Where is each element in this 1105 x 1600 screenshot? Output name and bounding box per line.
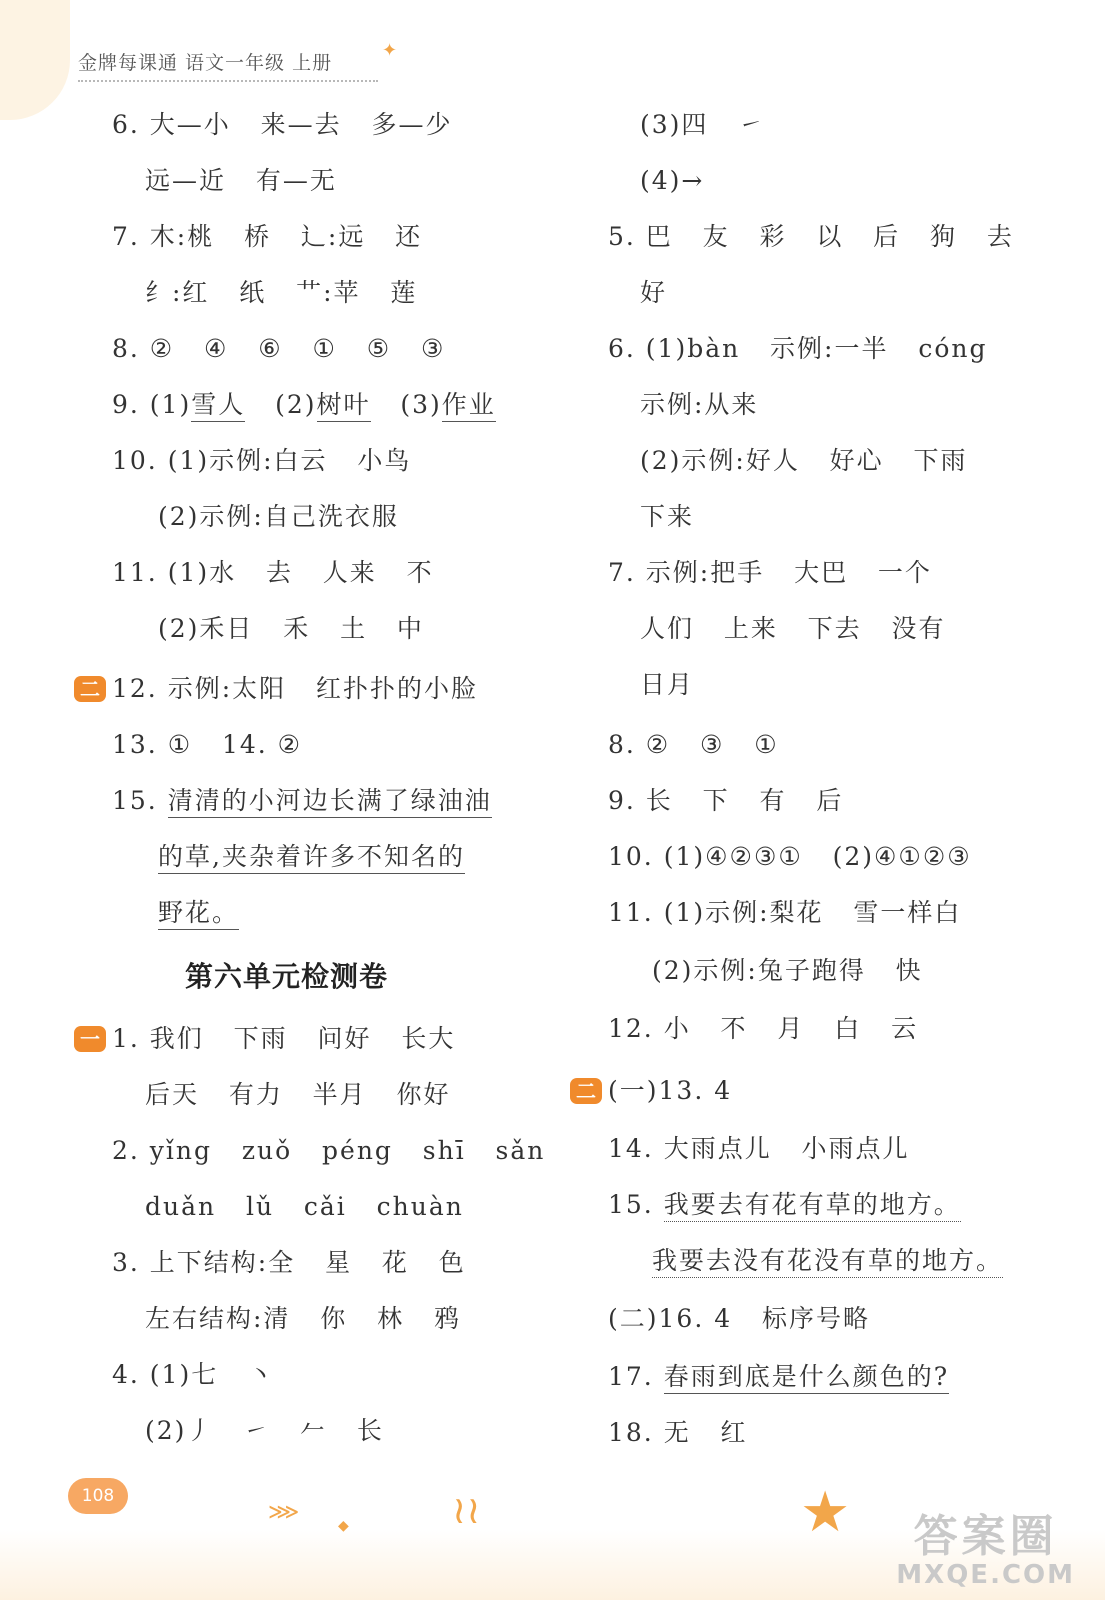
answer-u6-q7: 7. 示例:把手 大巴 一个 — [608, 558, 932, 587]
section-badge-two: 二 — [74, 676, 106, 702]
answer-u6-q13: (一)13. 4 — [608, 1076, 733, 1105]
header-divider — [78, 80, 378, 82]
answer-u6-q10: 10. (1)④②③① (2)④①②③ — [608, 842, 972, 871]
q9-answer-3: 作业 — [442, 390, 496, 422]
small-fish-icon: ◆ — [338, 1518, 349, 1534]
answer-u6-q2-cont: duǎn lǔ cǎi chuàn — [145, 1192, 464, 1221]
answer-u6-q4-part2: (2)丿 ㇀ 𠂉 长 — [145, 1416, 384, 1445]
answer-u6-q6-part2: (2)示例:好人 好心 下雨 — [640, 446, 968, 475]
q15r-number: 15. — [608, 1190, 664, 1219]
answer-u6-q11-part2: (2)示例:兔子跑得 快 — [652, 956, 923, 985]
answer-q7-cont: 纟:红 纸 艹:苹 莲 — [145, 278, 418, 307]
answer-u6-q8: 8. ② ③ ① — [608, 730, 779, 759]
answer-q8: 8. ② ④ ⑥ ① ⑤ ③ — [112, 334, 446, 363]
answer-q10-part2: (2)示例:自己洗衣服 — [158, 502, 399, 531]
q9-sep-1: (2) — [245, 390, 317, 419]
answer-u6-q1-cont: 后天 有力 半月 你好 — [145, 1080, 451, 1109]
answer-q9 — [112, 390, 496, 420]
answer-u6-q11: 11. (1)示例:梨花 雪一样白 — [608, 898, 962, 927]
answer-u6-q5: 5. 巴 友 彩 以 后 狗 去 — [608, 222, 1014, 251]
answer-u6-q6-cont: 示例:从来 — [640, 390, 759, 419]
answer-u6-q3-cont: 左右结构:清 你 林 鸦 — [145, 1304, 461, 1333]
answer-u6-q3: 3. 上下结构:全 星 花 色 — [112, 1248, 466, 1277]
answer-q11-part2: (2)禾日 禾 土 中 — [158, 614, 424, 643]
fish-icon: ⋙ — [268, 1500, 300, 1525]
answer-u6-q6-part2-cont: 下来 — [640, 502, 695, 531]
answer-q6: 6. 大—小 来—去 多—少 — [112, 110, 453, 139]
q17-answer: 春雨到底是什么颜色的? — [664, 1362, 949, 1394]
answer-q4-part3: (3)四 ㇀ — [640, 110, 766, 139]
answer-u6-q1: 1. 我们 下雨 问好 长大 — [112, 1024, 456, 1053]
unit-title: 第六单元检测卷 — [185, 960, 389, 993]
answer-u6-q2: 2. yǐng zuǒ péng shī sǎn — [112, 1136, 546, 1165]
answer-u6-q7-cont2: 日月 — [640, 670, 695, 699]
seaweed-icon: ≀≀ — [452, 1488, 481, 1532]
answer-q15-line2 — [158, 842, 465, 872]
q9-answer-2: 树叶 — [317, 390, 371, 422]
q15-number: 15. — [112, 786, 168, 815]
q9-number: 9. (1) — [112, 390, 192, 419]
section-badge-two-right: 二 — [570, 1078, 602, 1104]
answer-q7: 7. 木:桃 桥 辶:远 还 — [112, 222, 423, 251]
q9-sep-2: (3) — [370, 390, 442, 419]
answer-u6-q15-line2 — [652, 1246, 1003, 1276]
answer-u6-q16: (二)16. 4 标序号略 — [608, 1304, 870, 1333]
watermark — [896, 1511, 1075, 1590]
q15-line-2: 的草,夹杂着许多不知名的 — [158, 842, 465, 874]
answer-u6-q6: 6. (1)bàn 示例:一半 cóng — [608, 334, 988, 363]
q15-line-3: 野花。 — [158, 898, 239, 930]
q15-line-1: 清清的小河边长满了绿油油 — [168, 786, 492, 818]
book-title: 金牌每课通 语文一年级 上册 — [78, 52, 333, 74]
q9-answer-1: 雪人 — [191, 390, 245, 422]
answer-u6-q12: 12. 小 不 月 白 云 — [608, 1014, 919, 1043]
answer-q15 — [112, 786, 492, 816]
answer-u6-q7-cont: 人们 上来 下去 没有 — [640, 614, 946, 643]
answer-u6-q5-cont: 好 — [640, 278, 668, 307]
answer-q4-part4: (4)→ — [640, 166, 705, 195]
answer-u6-q14: 14. 大雨点儿 小雨点儿 — [608, 1134, 910, 1163]
answer-q15-line3 — [158, 898, 239, 928]
answer-u6-q15 — [608, 1190, 961, 1220]
answer-u6-q17 — [608, 1362, 949, 1392]
q15r-line-1: 我要去有花有草的地方。 — [664, 1190, 961, 1222]
answer-q12: 12. 示例:太阳 红扑扑的小脸 — [112, 674, 478, 703]
q17-number: 17. — [608, 1362, 664, 1391]
section-badge-one: 一 — [74, 1026, 106, 1052]
page-number: 108 — [68, 1478, 128, 1514]
answer-q13-q14: 13. ① 14. ② — [112, 730, 303, 759]
answer-u6-q18: 18. 无 红 — [608, 1418, 748, 1447]
watermark-url: MXQE.COM — [896, 1560, 1075, 1590]
starfish-icon: ★ — [800, 1480, 851, 1545]
q15r-line-2: 我要去没有花没有草的地方。 — [652, 1246, 1003, 1278]
answer-q10: 10. (1)示例:白云 小鸟 — [112, 446, 412, 475]
answer-q11: 11. (1)水 去 人来 不 — [112, 558, 434, 587]
header-decoration — [0, 0, 70, 120]
answer-u6-q9: 9. 长 下 有 后 — [608, 786, 844, 815]
watermark-logo: 答案圈 — [913, 1511, 1058, 1562]
sparkle-icon: ✦ — [382, 40, 398, 61]
answer-q6-cont: 远—近 有—无 — [145, 166, 337, 195]
answer-u6-q4: 4. (1)七 丶 — [112, 1360, 276, 1389]
